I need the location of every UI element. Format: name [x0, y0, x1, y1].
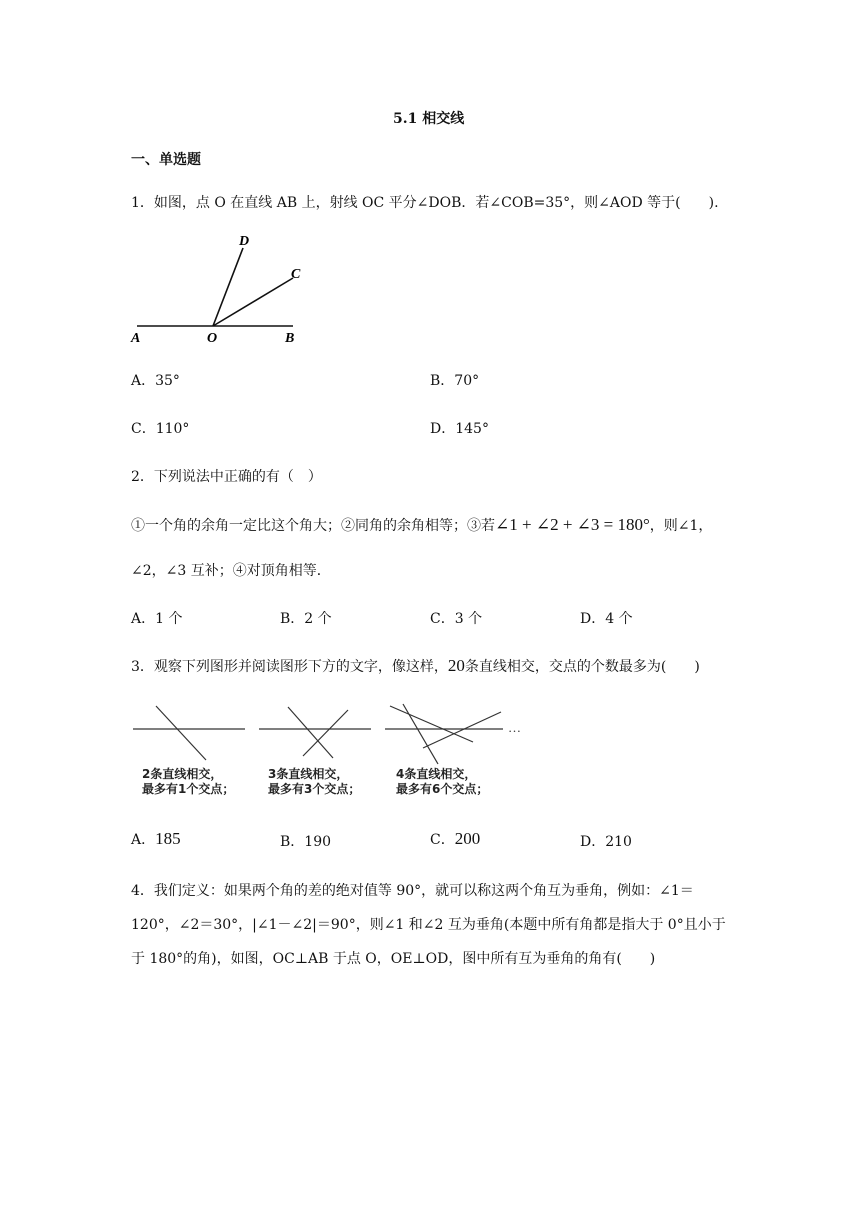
- q1-option-d: D．145°: [430, 421, 489, 437]
- label-b: B: [285, 331, 295, 346]
- q1-stem: 1．如图，点 O 在直线 AB 上，射线 OC 平分∠DOB．若∠COB=35°，则∠AOD 等于( ).: [131, 195, 719, 211]
- panel3-line-1: [390, 706, 473, 742]
- q3-option-a-value: 185: [155, 829, 181, 848]
- q3-intersecting-lines-figure: [128, 698, 528, 806]
- q3-ellipsis: …: [508, 720, 521, 735]
- ray-od: [213, 248, 243, 326]
- q3-option-a-letter: A．: [131, 832, 156, 848]
- panel3-line-2: [403, 704, 438, 764]
- q4-line3: 于 180°的角)，如图，OC⊥AB 于点 O，OE⊥OD，图中所有互为垂角的角有( ): [131, 951, 656, 967]
- q3-option-d-letter: D．: [580, 834, 606, 850]
- q3-option-d-value: 210: [605, 834, 632, 850]
- ray-oc: [213, 278, 293, 326]
- label-a: A: [131, 331, 141, 346]
- q4-line2: 120°，∠2＝30°，|∠1－∠2|＝90°，则∠1 和∠2 互为垂角(本题中所有角都是指大于 0°且小于: [131, 917, 726, 933]
- q3-option-c: [430, 829, 480, 849]
- q3-stem-suffix: 条直线相交，交点的个数最多为( ): [464, 659, 700, 675]
- q2-stem: 2．下列说法中正确的有（ ）: [131, 469, 322, 485]
- q1-option-b: B．70°: [430, 373, 480, 389]
- q3-option-b: [280, 831, 331, 851]
- q2-line1-prefix: ①一个角的余角一定比这个角大；②同角的余角相等；③若: [131, 518, 495, 534]
- label-d: D: [239, 234, 250, 249]
- q2-option-c: C．3 个: [430, 611, 483, 627]
- label-o: O: [207, 331, 218, 346]
- panel1-line-oblique: [156, 706, 206, 760]
- panel3-line-3: [423, 712, 501, 748]
- page-title: 5.1 相交线: [393, 111, 465, 127]
- q4-line1: 4．我们定义：如果两个角的差的绝对值等 90°，就可以称这两个角互为垂角，例如：∠1＝: [131, 883, 694, 899]
- panel3-caption-line2: 最多有6个交点；: [396, 782, 489, 796]
- panel1-caption-line2: 最多有1个交点；: [142, 782, 235, 796]
- q3-option-d: [580, 831, 632, 851]
- q2-statement-line2: ∠2，∠3 互补；④对顶角相等．: [131, 563, 331, 579]
- q3-panel-four-lines: [385, 704, 521, 796]
- q1-option-c: C．110°: [131, 421, 190, 437]
- q2-option-d: D．4 个: [580, 611, 633, 627]
- panel3-caption-line1: 4条直线相交，: [396, 767, 477, 781]
- q3-stem-number: 20: [447, 656, 465, 675]
- q3-stem: [131, 656, 700, 676]
- q3-stem-prefix: 3．观察下列图形并阅读图形下方的文字，像这样，: [131, 659, 448, 675]
- q3-option-a: [131, 829, 181, 849]
- q3-panel-three-lines: [259, 707, 371, 796]
- q3-option-b-value: 190: [304, 834, 332, 850]
- panel1-caption-line1: 2条直线相交，: [142, 767, 223, 781]
- q2-statement-line1: [131, 515, 712, 535]
- q2-option-a: A．1 个: [131, 611, 183, 627]
- q3-option-c-value: 200: [454, 829, 481, 848]
- q1-angle-figure: [125, 228, 315, 350]
- q3-option-b-letter: B．: [280, 834, 305, 850]
- panel2-caption-line1: 3条直线相交，: [268, 767, 349, 781]
- label-c: C: [291, 267, 301, 282]
- q3-option-c-letter: C．: [430, 832, 455, 848]
- q2-line1-suffix: ，则∠1，: [649, 518, 713, 534]
- q1-option-a: A．35°: [131, 373, 180, 389]
- section-heading: 一、单选题: [131, 152, 201, 168]
- q2-line1-math: ∠1 + ∠2 + ∠3 = 180°: [495, 515, 650, 534]
- panel2-caption-line2: 最多有3个交点；: [268, 782, 361, 796]
- q2-option-b: B．2 个: [280, 611, 332, 627]
- q3-panel-two-lines: [133, 706, 245, 796]
